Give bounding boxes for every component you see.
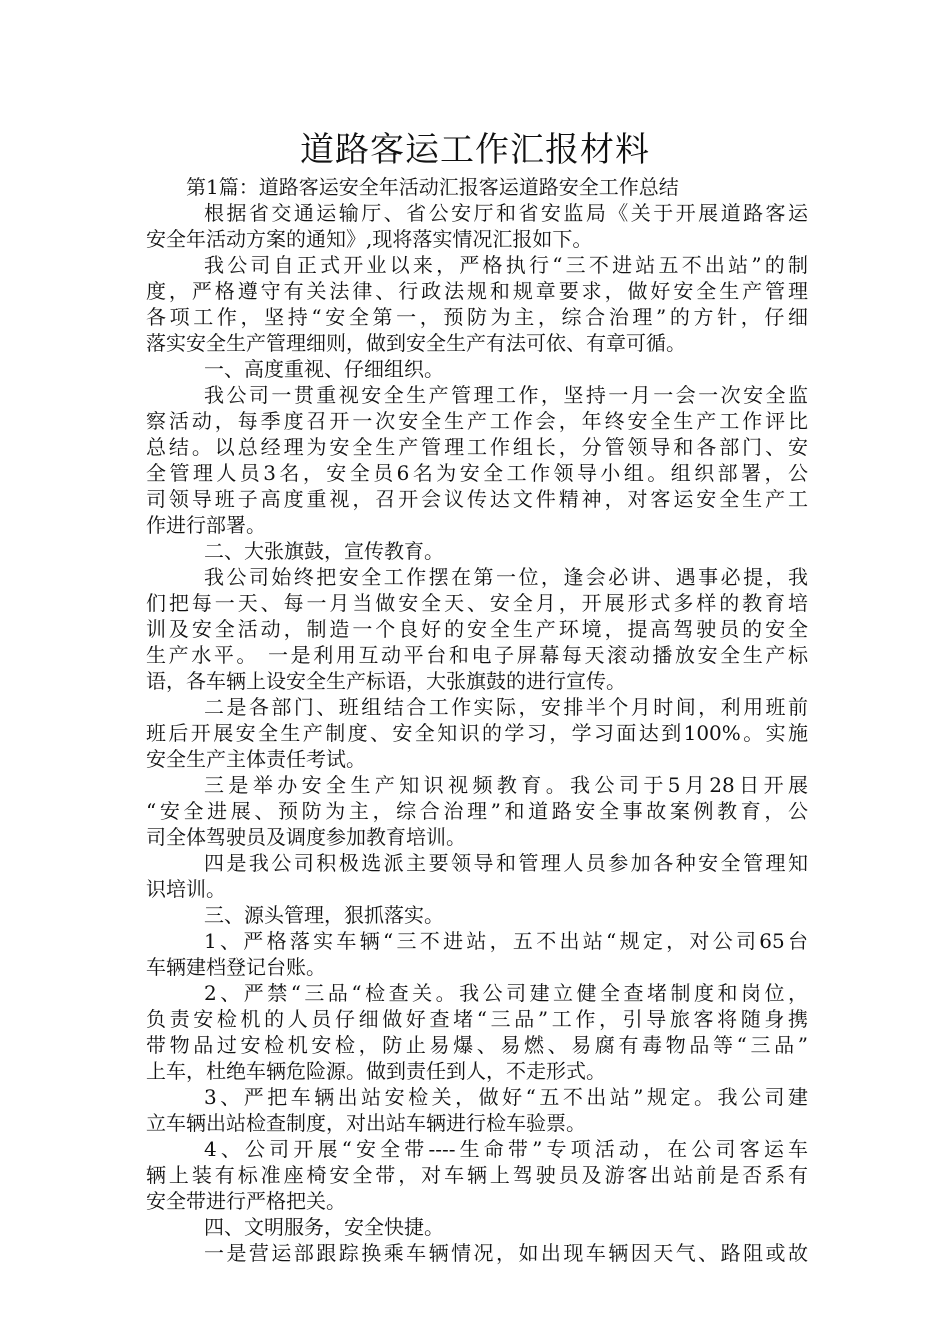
paragraph-line: 1、严格落实车辆“三不进站，五不出站“规定，对公司65台 [204, 929, 808, 953]
paragraph-line: 二是各部门、班组结合工作实际，安排半个月时间，利用班前 [204, 695, 808, 719]
paragraph-line: 一是营运部跟踪换乘车辆情况，如出现车辆因天气、路阻或故 [204, 1241, 808, 1265]
paragraph-line: 3、严把车辆出站安检关，做好“五不出站”规定。我公司建 [204, 1085, 808, 1109]
paragraph-line: 立车辆出站检查制度，对出站车辆进行检车验票。 [146, 1111, 586, 1135]
paragraph-line: 上车，杜绝车辆危险源。做到责任到人，不走形式。 [146, 1059, 606, 1083]
paragraph-line: 司全体驾驶员及调度参加教育培训。 [146, 825, 466, 849]
paragraph-line: 察活动，每季度召开一次安全生产工作会，年终安全生产工作评比 [146, 409, 808, 433]
section-heading: 四、文明服务，安全快捷。 [204, 1215, 444, 1239]
paragraph-line: 带物品过安检机安检，防止易爆、易燃、易腐有毒物品等“三品” [146, 1033, 808, 1057]
paragraph-line: 根据省交通运输厅、省公安厅和省安监局《关于开展道路客运 [204, 201, 808, 225]
paragraph-line: 2、严禁“三品“检查关。我公司建立健全查堵制度和岗位， [204, 981, 808, 1005]
paragraph-line: 生产水平。 一是利用互动平台和电子屏幕每天滚动播放安全生产标 [146, 643, 808, 667]
paragraph-line: 训及安全活动，制造一个良好的安全生产环境，提高驾驶员的安全 [146, 617, 808, 641]
paragraph-line: 度，严格遵守有关法律、行政法规和规章要求，做好安全生产管理 [146, 279, 808, 303]
paragraph-line: 们把每一天、每一月当做安全天、安全月，开展形式多样的教育培 [146, 591, 808, 615]
paragraph-line: 司领导班子高度重视，召开会议传达文件精神，对客运安全生产工 [146, 487, 808, 511]
paragraph-line: 语，各车辆上设安全生产标语，大张旗鼓的进行宣传。 [146, 669, 626, 693]
paragraph-line: 三是举办安全生产知识视频教育。我公司于5月28日开展 [204, 773, 808, 797]
paragraph-line: 总结。以总经理为安全生产管理工作组长，分管领导和各部门、安 [146, 435, 808, 459]
paragraph-line: 我公司自正式开业以来，严格执行“三不进站五不出站”的制 [204, 253, 808, 277]
paragraph-line: 班后开展安全生产制度、安全知识的学习，学习面达到100%。实施 [146, 721, 808, 745]
paragraph-line: 我公司始终把安全工作摆在第一位，逢会必讲、遇事必提，我 [204, 565, 808, 589]
document-title: 道路客运工作汇报材料 [300, 130, 650, 170]
paragraph-line: 作进行部署。 [146, 513, 266, 537]
paragraph-line: 4、公司开展“安全带----生命带”专项活动，在公司客运车 [204, 1137, 808, 1161]
section-heading: 第1篇：道路客运安全年活动汇报客运道路安全工作总结 [186, 175, 679, 199]
paragraph-line: 我公司一贯重视安全生产管理工作，坚持一月一会一次安全监 [204, 383, 808, 407]
paragraph-line: 四是我公司积极选派主要领导和管理人员参加各种安全管理知 [204, 851, 808, 875]
document-body [146, 174, 808, 1266]
paragraph-line: 识培训。 [146, 877, 226, 901]
paragraph-line: 辆上装有标准座椅安全带，对车辆上驾驶员及游客出站前是否系有 [146, 1163, 808, 1187]
paragraph-line: 各项工作，坚持“安全第一，预防为主，综合治理”的方针，仔细 [146, 305, 808, 329]
paragraph-line: 落实安全生产管理细则，做到安全生产有法可依、有章可循。 [146, 331, 686, 355]
paragraph-line: 车辆建档登记台账。 [146, 955, 326, 979]
paragraph-line: 安全年活动方案的通知》,现将落实情况汇报如下。 [146, 227, 593, 251]
paragraph-line: 全管理人员3名，安全员6名为安全工作领导小组。组织部署，公 [146, 461, 808, 485]
section-heading: 二、大张旗鼓，宣传教育。 [204, 539, 444, 563]
section-heading: 一、高度重视、仔细组织。 [204, 357, 444, 381]
paragraph-line: 安全带进行严格把关。 [146, 1189, 346, 1213]
paragraph-line: 负责安检机的人员仔细做好查堵“三品”工作，引导旅客将随身携 [146, 1007, 808, 1031]
paragraph-line: “安全进展、预防为主，综合治理”和道路安全事故案例教育，公 [146, 799, 808, 823]
section-heading: 三、源头管理，狠抓落实。 [204, 903, 444, 927]
paragraph-line: 安全生产主体责任考试。 [146, 747, 366, 771]
